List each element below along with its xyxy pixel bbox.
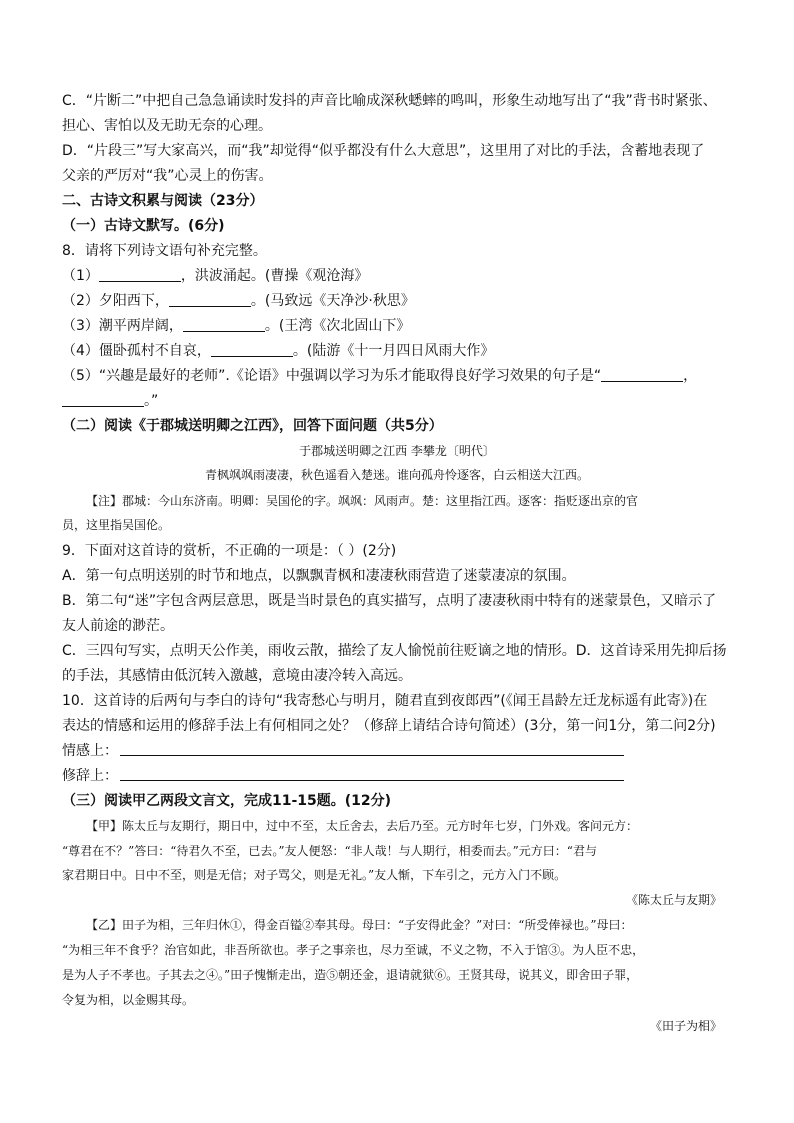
passage-yi-source: 《田子为相》 <box>649 1019 722 1033</box>
fill-item-5-text: （5）“兴趣是最好的老师”.《论语》中强调以学习为乐才能取得良好学习效果的句子是“ <box>62 368 602 384</box>
question-10-line2: 表达的情感和运用的修辞手法上有何相同之处？（修辞上请结合诗句简述）(3分，第一问1分，第二问2分) <box>62 718 716 734</box>
answer-rhetoric-line[interactable] <box>120 780 624 781</box>
passage-jia-line1: 【甲】陈太丘与友期行，期日中，过中不至，太丘舍去，去后乃至。元方时年七岁，门外戏。客问元方： <box>86 819 639 833</box>
fill-item-3-suffix: 。(王湾《次北固山下》 <box>264 318 411 334</box>
fill-blank[interactable] <box>183 316 265 332</box>
poem-title: 于郡城送明卿之江西 李攀龙〔明代〕 <box>299 444 495 458</box>
fill-item-2 <box>62 291 415 311</box>
subsection-3-title: （三）阅读甲乙两段文言文，完成11-15题。(12分) <box>62 793 392 809</box>
fill-item-1 <box>62 266 368 286</box>
passage-jia-source: 《陈太丘与友期》 <box>625 893 722 907</box>
fill-item-3-prefix: （3）潮平两岸阔， <box>62 318 183 334</box>
poem-note-line1: 【注】郡城：今山东济南。明卿：吴国伦的字。飒飒：风雨声。楚：这里指江西。逐客：指贬逐出京的官 <box>86 494 639 508</box>
poem-note-line2: 员，这里指吴国伦。 <box>62 518 171 532</box>
fill-item-4-prefix: （4）僵卧孤村不自哀， <box>62 343 211 359</box>
option-c-line2: 担心、害怕以及无助无奈的心理。 <box>62 118 272 134</box>
passage-jia-line2: “尊君在不？”答曰：“待君久不至，已去。”友人便怒：“非人哉！与人期行，相委而去。”元方曰：“君与 <box>62 844 597 858</box>
subsection-1-title: （一）古诗文默写。(6分) <box>62 218 225 234</box>
option-d-line2: 父亲的严厉对“我”心灵上的伤害。 <box>62 168 273 184</box>
passage-jia-line3: 家君期日中。日中不至，则是无信；对子骂父，则是无礼。”友人惭，下车引之，元方入门不顾。 <box>62 868 567 882</box>
passage-yi-line4: 令复为相，以金赐其母。 <box>62 993 195 1007</box>
fill-item-2-prefix: （2）夕阳西下， <box>62 293 169 309</box>
fill-item-2-suffix: 。(马致远《天净沙·秋思》 <box>250 293 415 309</box>
fill-blank[interactable] <box>99 266 181 282</box>
fill-blank[interactable] <box>601 366 683 382</box>
fill-item-5-end: 。” <box>144 393 159 409</box>
fill-blank[interactable] <box>169 291 251 307</box>
subsection-2-title: （二）阅读《于郡城送明卿之江西》，回答下面问题（共5分） <box>62 418 443 434</box>
option-c-line1: C．“片断二”中把自己急急诵读时发抖的声音比喻成深秋蟋蟀的鸣叫，形象生动地写出了“我”背书时紧张、 <box>62 93 717 109</box>
option-cd-line2: 的手法，其感情由低沉转入激越，意境由凄冷转入高远。 <box>62 668 412 684</box>
fill-item-5-comma: ， <box>683 368 698 384</box>
passage-yi-line3: 是为人子不孝也。子其去之④。”田子愧惭走出，造⑤朝还金，退请就狱⑥。王贤其母，说其义，即舍田子罪， <box>62 968 639 982</box>
poem-text: 青枫飒飒雨凄凄，秋色遥看入楚迷。谁向孤舟怜逐客，白云相送大江西。 <box>204 468 589 482</box>
fill-blank[interactable] <box>211 341 293 357</box>
option-b-line1: B．第二句“迷”字包含两层意思，既是当时景色的真实描写，点明了凄凄秋雨中特有的迷蒙景色，又暗示了 <box>62 593 717 609</box>
answer-emotion-line[interactable] <box>120 755 624 756</box>
question-10-line1: 10．这首诗的后两句与李白的诗句“我寄愁心与明月，随君直到夜郎西”(《闻王昌龄左迁龙标遥有此寄》)在 <box>62 693 708 709</box>
fill-item-3 <box>62 316 410 336</box>
answer-emotion-label: 情感上： <box>62 743 118 759</box>
option-b-line2: 友人前途的渺茫。 <box>62 618 174 634</box>
question-8: 8．请将下列诗文语句补充完整。 <box>62 243 267 259</box>
section-title: 二、古诗文积累与阅读（23分） <box>62 193 264 209</box>
option-d-line1: D．“片段三”写大家高兴，而“我”却觉得“似乎都没有什么大意思”，这里用了对比的手法，含蓄地表现了 <box>62 143 705 159</box>
passage-yi-line1: 【乙】田子为相，三年归休①，得金百镒②奉其母。母曰：“子安得此金？”对曰：“所受俸禄也。”母曰： <box>86 918 633 932</box>
answer-rhetoric-label: 修辞上： <box>62 768 118 784</box>
option-cd-line1: C．三四句写实，点明天公作美，雨收云散，描绘了友人愉悦前往贬谪之地的情形。D．这首诗采用先抑后扬 <box>62 643 727 659</box>
fill-item-1-prefix: （1） <box>62 268 99 284</box>
option-a: A．第一句点明送别的时节和地点，以飘飘青枫和凄凄秋雨营造了迷蒙凄凉的氛围。 <box>62 568 576 584</box>
question-9: 9．下面对这首诗的赏析，不正确的一项是：（ ）(2分) <box>62 543 397 559</box>
fill-blank[interactable] <box>62 391 144 407</box>
fill-item-5-line1 <box>62 366 697 386</box>
fill-item-4-suffix: 。(陆游《十一月四日风雨大作》 <box>292 343 495 359</box>
fill-item-1-suffix: ，洪波涌起。(曹操《观沧海》 <box>180 268 369 284</box>
passage-yi-line2: “为相三年不食乎？治官如此，非吾所欲也。孝子之事亲也，尽力至诚，不义之物，不入于馆③。为人臣不忠， <box>62 943 645 957</box>
fill-item-4 <box>62 341 494 361</box>
fill-item-5-line2 <box>62 391 158 411</box>
